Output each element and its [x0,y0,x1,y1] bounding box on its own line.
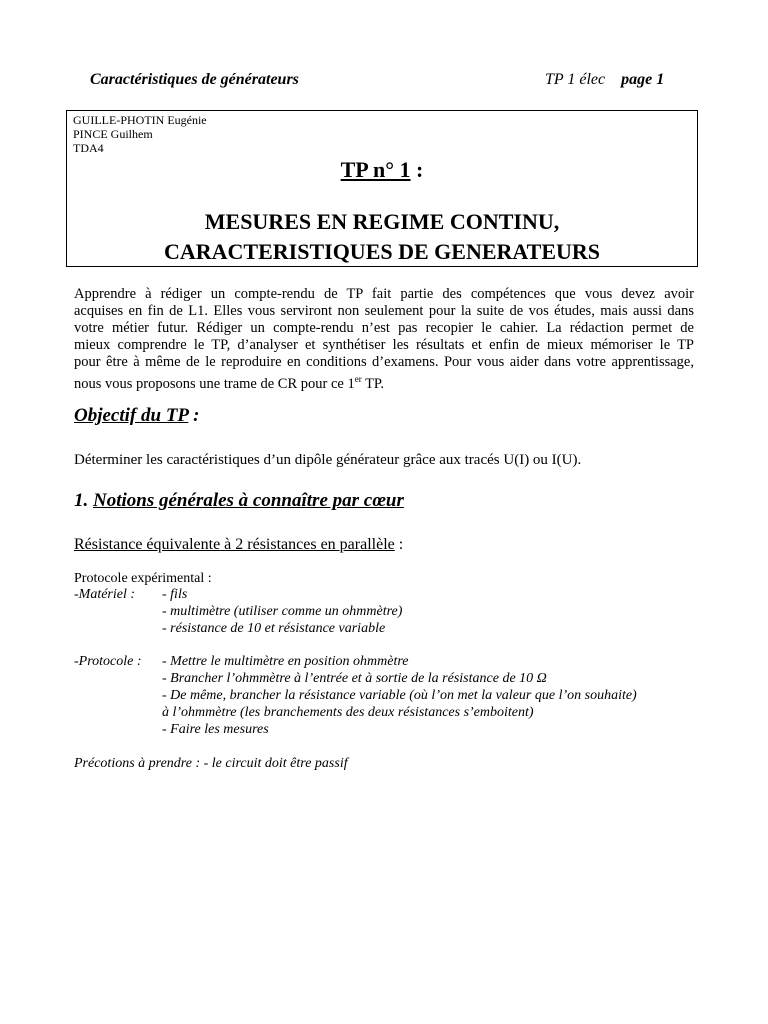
intro-line: acquises en fin de L1. Elles vous serviront non seulement pour la suite de vos études, mais aussi dans [74,303,694,319]
section-1-heading [74,490,404,512]
resistance-subheading [74,535,403,554]
section-1-title: Notions générales à connaître par cœur [93,490,404,511]
intro-line-last [74,371,694,393]
objectif-heading-suffix: : [188,405,200,426]
running-header-tp: TP 1 élec [545,71,606,88]
intro-last-text: nous vous proposons une trame de CR pour ce 1 [74,375,355,392]
intro-last-end: TP. [361,375,385,392]
tp-number: TP n° 1 [340,157,411,182]
intro-line: Apprendre à rédiger un compte-rendu de TP fait partie des compétences que vous devez avoir [74,286,694,302]
title-box [66,110,698,267]
section-number: 1. [74,490,93,511]
materiel-item: - fils [162,587,188,602]
materiel-item: - résistance de 10 et résistance variable [162,621,386,636]
author-name: PINCE Guilhem [73,127,153,141]
protocole-step: - Faire les mesures [162,722,269,737]
tp-number-title [67,157,697,183]
resistance-suffix: : [394,536,404,553]
main-title-line-1: MESURES EN REGIME CONTINU, [204,209,560,234]
objectif-heading [74,405,199,427]
running-header-page [545,70,664,90]
objectif-text: Déterminer les caractéristiques d’un dipôle générateur grâce aux tracés U(I) ou I(U). [74,452,582,468]
page-number: page 1 [621,71,665,88]
intro-paragraph [74,286,694,393]
protocole-step: - De même, brancher la résistance variable (où l’on met la valeur que l’on souhaite) [162,688,637,703]
materiel-label: -Matériel : [74,587,136,602]
resistance-label: Résistance équivalente à 2 résistances en parallèle [74,536,395,553]
group-name: TDA4 [73,141,104,155]
author-name: GUILLE-PHOTIN Eugénie [73,113,207,127]
intro-line: votre métier futur. Rédiger un compte-rendu n’est pas recopier le cahier. La rédaction permet de [74,320,694,336]
protocole-step-label: -Protocole : [74,654,142,669]
protocole-step: - Mettre le multimètre en position ohmmètre [162,654,409,669]
precautions-text: Précotions à prendre : - le circuit doit être passif [74,756,348,771]
protocole-label: Protocole expérimental : [74,571,212,586]
main-title-line-2: CARACTERISTIQUES DE GENERATEURS [163,239,601,264]
intro-line: mieux comprendre le TP, d’analyser et synthétiser les résultats et enfin de mieux mémoriser le TP [74,337,694,353]
ordinal-superscript: er [354,374,362,384]
tp-number-suffix: : [410,157,424,182]
protocole-step: à l’ohmmètre (les branchements des deux résistances s’emboitent) [162,705,534,720]
running-header-title: Caractéristiques de générateurs [90,71,299,88]
objectif-heading-text: Objectif du TP [74,405,189,426]
materiel-item: - multimètre (utiliser comme un ohmmètre) [162,604,403,619]
protocole-step: - Brancher l’ohmmètre à l’entrée et à sortie de la résistance de 10 Ω [162,671,547,686]
authors-block [73,113,207,155]
main-title [67,207,697,267]
intro-line: pour être à même de le reproduire en conditions d’examens. Pour vous aider dans votre apprentissage, [74,354,694,370]
